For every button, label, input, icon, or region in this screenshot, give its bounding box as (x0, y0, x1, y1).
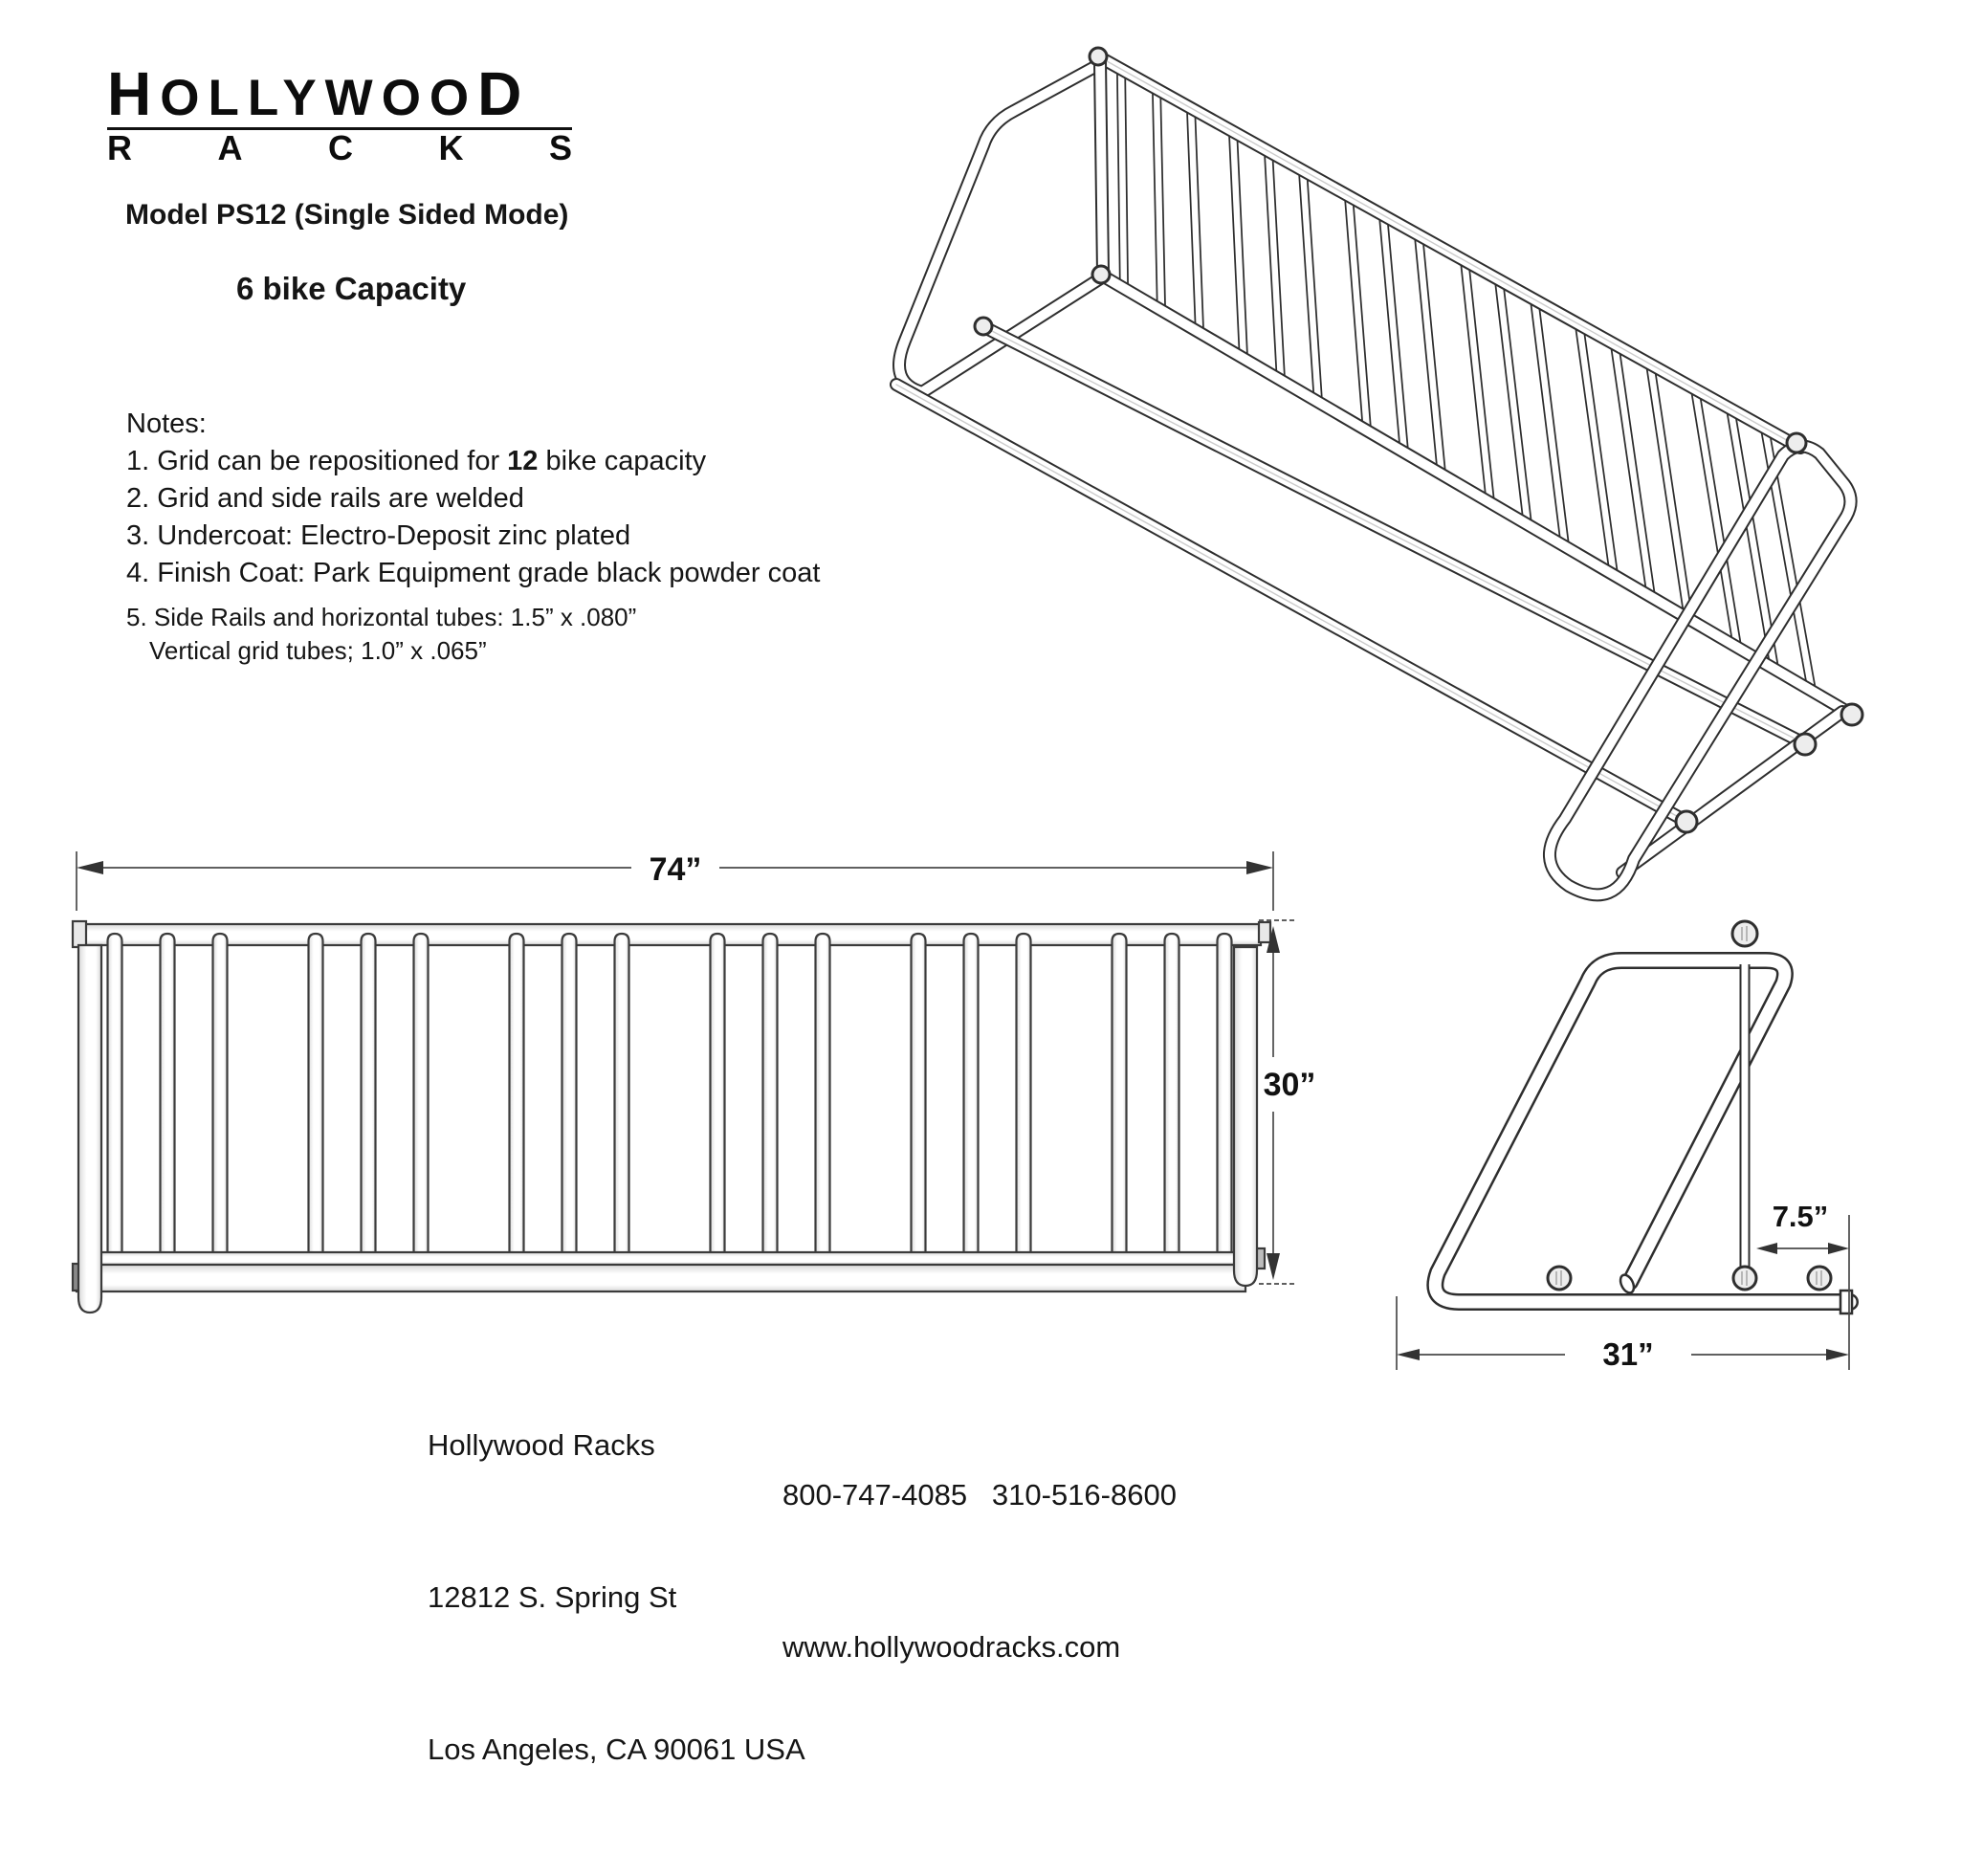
front-right-side-rail (1234, 947, 1257, 1286)
far-grid-post (1100, 61, 1103, 274)
side-offset-dimension (1756, 1200, 1849, 1370)
logo-sub-letter: C (327, 128, 353, 167)
front-height-dimension-label: 30” (1263, 1067, 1316, 1103)
side-frame (1435, 960, 1852, 1313)
side-view-drawing (1387, 890, 1961, 1387)
front-bottom-tube (73, 1264, 1245, 1291)
logo-letters-middle: OLLYWOO (160, 70, 478, 126)
footer-address (428, 1318, 805, 1876)
far-side-frame (899, 65, 1102, 392)
logo-sub-letter: A (217, 128, 243, 167)
brand-logo-subword (107, 128, 572, 167)
footer-city: Los Angeles, CA 90061 USA (428, 1733, 805, 1766)
front-top-rail (73, 921, 1270, 947)
front-grid-vertical-tubes (108, 934, 1232, 1257)
footer-contact (782, 1368, 1177, 1774)
note-item-1 (126, 443, 911, 480)
front-width-dimension-label: 74” (649, 851, 702, 888)
brand-logo (107, 59, 572, 167)
note-1-text: 1. Grid can be repositioned for (126, 446, 508, 476)
model-title: Model PS12 (Single Sided Mode) (125, 199, 569, 231)
front-left-side-rail (78, 945, 101, 1313)
logo-sub-letter: K (438, 128, 464, 167)
note-1-text-tail: bike capacity (538, 446, 707, 476)
front-width-dimension (77, 851, 1273, 911)
note-item-5 (126, 601, 911, 668)
front-view-drawing (57, 851, 1320, 1330)
top-rail (1100, 57, 1800, 448)
footer-website: www.hollywoodracks.com (782, 1630, 1121, 1664)
grid-vertical-tubes (1121, 69, 1812, 691)
front-bottom-rail (896, 385, 1684, 820)
isometric-drawing (842, 10, 1959, 890)
logo-letter-last: D (477, 59, 531, 128)
note-item-4: 4. Finish Coat: Park Equipment grade black powder coat (126, 558, 821, 588)
logo-sub-letter: R (107, 128, 132, 167)
front-height-dimension (1259, 920, 1315, 1284)
side-offset-dimension-label: 7.5” (1772, 1200, 1829, 1233)
side-depth-dimension-label: 31” (1602, 1336, 1654, 1372)
logo-sub-letter: S (548, 128, 572, 167)
note-item-3: 3. Undercoat: Electro-Deposit zinc plated (126, 520, 631, 551)
note-5-line-1: 5. Side Rails and horizontal tubes: 1.5” x .080” (126, 603, 637, 631)
notes-section (126, 406, 911, 668)
brand-logo-wordmark (107, 59, 572, 128)
note-5-line-2: Vertical grid tubes; 1.0” x .065” (149, 636, 487, 665)
footer-street: 12812 S. Spring St (428, 1580, 677, 1614)
logo-letter-first: H (107, 59, 161, 128)
note-1-bold-value: 12 (507, 446, 539, 476)
footer-company-name: Hollywood Racks (428, 1428, 655, 1462)
note-item-2: 2. Grid and side rails are welded (126, 483, 524, 514)
footer-phone-numbers: 800-747-4085 310-516-8600 (782, 1478, 1177, 1512)
capacity-subtitle: 6 bike Capacity (236, 271, 467, 306)
notes-heading: Notes: (126, 408, 207, 439)
